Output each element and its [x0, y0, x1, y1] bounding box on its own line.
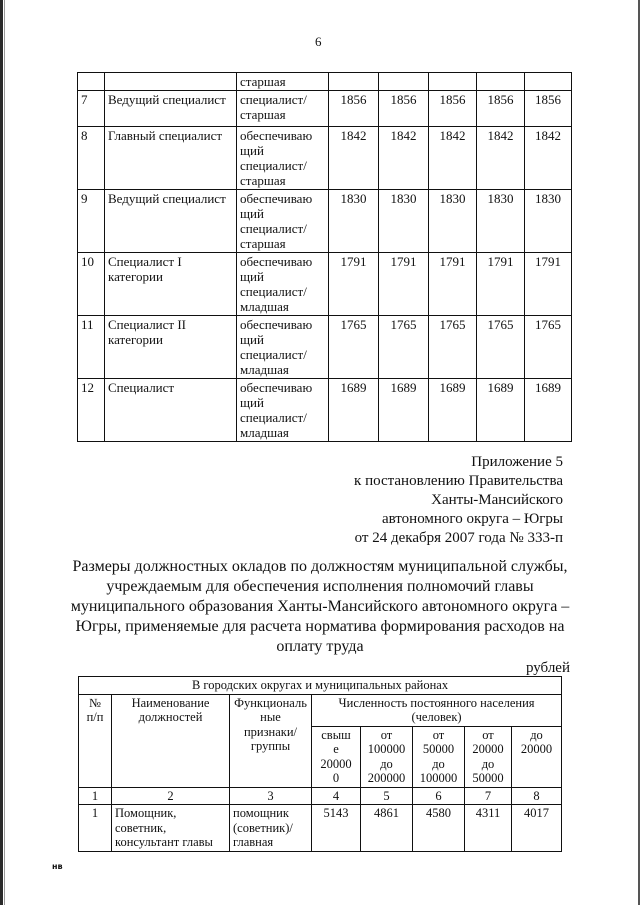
column-index: 7 — [465, 787, 512, 805]
table-row — [78, 379, 572, 442]
salary-value: 1689 — [429, 379, 477, 442]
population-range-line: свыш — [321, 727, 351, 742]
population-range-line: до — [530, 727, 543, 742]
position-name — [105, 127, 237, 190]
header-population — [312, 694, 562, 726]
salary-value: 1830 — [429, 190, 477, 253]
salary-value: 1856 — [429, 91, 477, 127]
column-index: 2 — [112, 787, 230, 805]
salary-table-municipal — [78, 676, 562, 852]
salary-value: 1765 — [477, 316, 525, 379]
title-line: Югры, применяемые для расчета норматива формирования расходов на — [75, 618, 565, 635]
column-index: 1 — [79, 787, 112, 805]
header-function-line: Функциональ — [234, 695, 307, 710]
row-number: 11 — [78, 316, 105, 379]
position-name — [105, 253, 237, 316]
function-group-line: специалист/ — [240, 158, 307, 173]
salary-value: 4861 — [361, 805, 413, 852]
population-range-line: до — [432, 756, 445, 771]
column-index: 4 — [312, 787, 361, 805]
title-line: Размеры должностных окладов по должностям муниципальной службы, — [72, 558, 568, 575]
function-group-line: главная — [233, 835, 274, 849]
scan-edge-left — [0, 0, 3, 905]
function-group-line: обеспечиваю — [240, 128, 313, 143]
population-range-line: до — [481, 756, 495, 771]
salary-table-continued — [77, 72, 572, 442]
salary-value: 1791 — [525, 253, 572, 316]
salary-value: 1765 — [525, 316, 572, 379]
scan-edge-left-inner — [4, 0, 5, 905]
salary-value: 1842 — [477, 127, 525, 190]
function-group-line: специалист/ — [240, 92, 307, 107]
salary-value: 1689 — [477, 379, 525, 442]
population-range-line: от — [380, 727, 393, 742]
function-group-line: младшая — [240, 299, 289, 314]
function-group — [237, 253, 329, 316]
salary-value: 1689 — [329, 379, 379, 442]
salary-value: 4017 — [512, 805, 562, 852]
salary-value — [429, 73, 477, 91]
function-group-line: младшая — [240, 425, 289, 440]
title-line: оплату труда — [276, 638, 364, 655]
row-number: 1 — [79, 805, 112, 852]
salary-value: 1830 — [329, 190, 379, 253]
function-group-line: щий — [240, 332, 264, 347]
column-index: 3 — [230, 787, 312, 805]
appendix-line: от 24 декабря 2007 года № 333-п — [354, 530, 563, 546]
table-row — [78, 190, 572, 253]
header-num-line: п/п — [86, 710, 104, 724]
function-group-line: обеспечиваю — [240, 317, 313, 332]
function-group-line: обеспечиваю — [240, 191, 313, 206]
function-group — [237, 73, 329, 91]
function-group-line: помощник — [233, 806, 289, 820]
population-range-header — [312, 726, 361, 787]
position-name-line: Специалист II — [108, 317, 186, 332]
function-group-line: старшая — [240, 74, 286, 89]
salary-value: 4580 — [413, 805, 465, 852]
salary-value: 1842 — [525, 127, 572, 190]
position-name-line: Специалист — [108, 380, 175, 395]
salary-value: 1856 — [477, 91, 525, 127]
salary-value: 1842 — [379, 127, 429, 190]
section-header: В городских округах и муниципальных районах — [79, 677, 562, 695]
header-name-line: должностей — [138, 710, 203, 724]
column-index: 6 — [413, 787, 465, 805]
function-group-line: щий — [240, 395, 264, 410]
function-group — [237, 379, 329, 442]
population-range-line: от — [432, 727, 445, 742]
title-line: муниципального образования Ханты-Мансийского автономного округа – — [70, 598, 570, 615]
table-row — [78, 253, 572, 316]
column-index: 8 — [512, 787, 562, 805]
salary-value: 1856 — [379, 91, 429, 127]
header-name — [112, 694, 230, 787]
population-range-line: 0 — [332, 771, 340, 785]
column-index: 5 — [361, 787, 413, 805]
row-number — [78, 73, 105, 91]
salary-value — [477, 73, 525, 91]
row-number: 9 — [78, 190, 105, 253]
population-range-line: 100000 — [419, 771, 458, 785]
function-group-line: специалист/ — [240, 284, 307, 299]
row-number: 8 — [78, 127, 105, 190]
population-range-header — [465, 726, 512, 787]
salary-value: 1830 — [477, 190, 525, 253]
population-range-line: е — [333, 742, 339, 756]
header-function — [230, 694, 312, 787]
function-group-line: обеспечиваю — [240, 254, 313, 269]
population-range-header — [512, 726, 562, 787]
function-group-line: старшая — [240, 236, 286, 251]
position-name-line: советник, — [115, 820, 167, 835]
table-row — [78, 73, 572, 91]
population-range-line: 50000 — [422, 742, 455, 756]
position-name-line: категории — [108, 269, 163, 284]
salary-value: 1842 — [329, 127, 379, 190]
function-group-line: специалист/ — [240, 347, 307, 362]
row-number: 12 — [78, 379, 105, 442]
salary-value: 4311 — [465, 805, 512, 852]
position-name-line: Специалист I — [108, 254, 182, 269]
document-title — [70, 557, 570, 657]
row-number: 10 — [78, 253, 105, 316]
header-population-line: Численность постоянного населения — [338, 695, 535, 710]
function-group — [230, 805, 312, 852]
row-number: 7 — [78, 91, 105, 127]
position-name-line: Главный специалист — [108, 128, 223, 143]
salary-value: 1765 — [329, 316, 379, 379]
function-group — [237, 127, 329, 190]
function-group-line: щий — [240, 143, 264, 158]
salary-value: 1830 — [379, 190, 429, 253]
units-label: рублей — [525, 660, 570, 676]
salary-value: 1856 — [329, 91, 379, 127]
position-name-line: Ведущий специалист — [108, 92, 226, 107]
population-range-header — [361, 726, 413, 787]
position-name-line: Помощник, — [115, 806, 177, 820]
salary-value: 1830 — [525, 190, 572, 253]
appendix-line: к постановлению Правительства — [354, 473, 563, 489]
population-range-line: 20000 — [472, 742, 504, 756]
page-number: 6 — [315, 34, 322, 49]
title-line: учреждаемым для обеспечения исполнения полномочий главы — [106, 578, 534, 595]
position-name — [105, 316, 237, 379]
appendix-line: Ханты-Мансийского — [431, 492, 563, 508]
population-range-line: 200000 — [367, 771, 406, 785]
salary-value — [525, 73, 572, 91]
appendix-line: автономного округа – Югры — [381, 511, 563, 527]
salary-value: 1791 — [379, 253, 429, 316]
function-group — [237, 190, 329, 253]
header-num-line: № — [89, 695, 101, 710]
header-function-line: группы — [250, 739, 291, 753]
header-function-line: ные — [260, 710, 281, 724]
population-range-line: до — [380, 756, 393, 771]
function-group-line: обеспечиваю — [240, 380, 313, 395]
table-row — [79, 805, 562, 852]
position-name — [105, 91, 237, 127]
salary-value: 5143 — [312, 805, 361, 852]
appendix-line: Приложение 5 — [471, 454, 563, 470]
function-group-line: младшая — [240, 362, 289, 377]
position-name — [105, 190, 237, 253]
salary-value: 1791 — [329, 253, 379, 316]
function-group-line: щий — [240, 269, 264, 284]
population-range-line: 20000 — [520, 742, 553, 756]
salary-value: 1689 — [379, 379, 429, 442]
function-group-line: (советник)/ — [233, 820, 293, 835]
function-group-line: старшая — [240, 173, 286, 188]
function-group — [237, 316, 329, 379]
header-num — [79, 694, 112, 787]
salary-value: 1765 — [379, 316, 429, 379]
population-range-line: 100000 — [367, 742, 406, 756]
salary-value — [379, 73, 429, 91]
salary-value: 1791 — [477, 253, 525, 316]
header-population-line: (человек) — [411, 710, 462, 724]
salary-value: 1842 — [429, 127, 477, 190]
function-group-line: специалист/ — [240, 410, 307, 425]
header-name-line: Наименование — [131, 695, 210, 710]
function-group-line: щий — [240, 206, 264, 221]
salary-value: 1791 — [429, 253, 477, 316]
header-function-line: признаки/ — [243, 724, 298, 739]
function-group-line: старшая — [240, 107, 286, 122]
population-range-line: 20000 — [320, 756, 352, 771]
position-name-line: консультант главы — [115, 835, 213, 849]
position-name — [112, 805, 230, 852]
position-name-line: категории — [108, 332, 163, 347]
appendix-header — [354, 453, 563, 548]
salary-value — [329, 73, 379, 91]
population-range-line: 50000 — [472, 771, 504, 785]
position-name-line: Ведущий специалист — [108, 191, 226, 206]
population-range-header — [413, 726, 465, 787]
function-group — [237, 91, 329, 127]
scan-stamp: нв — [52, 862, 63, 871]
salary-value: 1856 — [525, 91, 572, 127]
function-group-line: специалист/ — [240, 221, 307, 236]
position-name — [105, 73, 237, 91]
position-name — [105, 379, 237, 442]
table-row — [78, 316, 572, 379]
salary-value: 1765 — [429, 316, 477, 379]
population-range-line: от — [482, 727, 494, 742]
table-row — [78, 127, 572, 190]
table-row — [78, 91, 572, 127]
salary-value: 1689 — [525, 379, 572, 442]
